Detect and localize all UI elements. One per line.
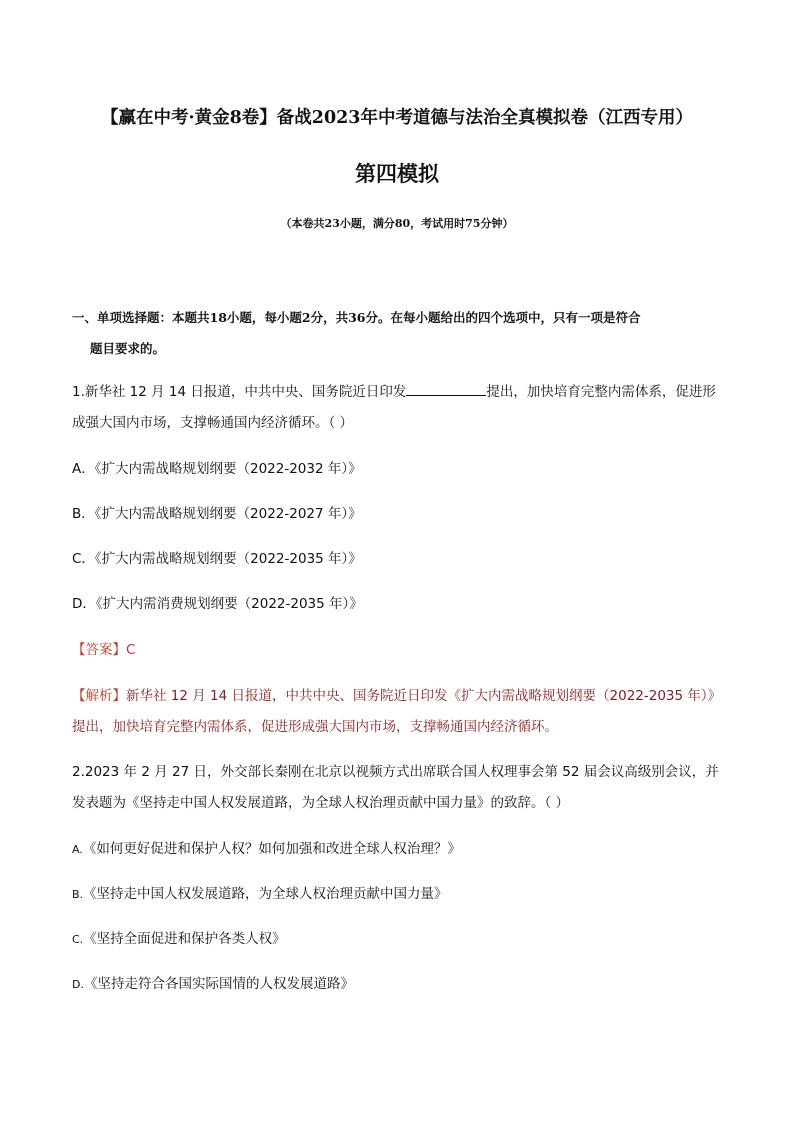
- q2-option-d-letter: D.: [72, 978, 84, 991]
- page-title: 【赢在中考·黄金8卷】备战2023年中考道德与法治全真模拟卷（江西专用）: [101, 108, 693, 128]
- q1-stem-after-blank: 提出，加快培育完整内需体系，促进形: [486, 384, 716, 400]
- q1-analysis-line1: [72, 684, 721, 704]
- q1-stem-line1: [72, 380, 716, 400]
- q2-option-b: [72, 882, 448, 902]
- q2-option-b-letter: B.: [72, 888, 84, 901]
- q2-option-b-text: 《坚持走中国人权发展道路，为全球人权治理贡献中国力量》: [83, 886, 448, 902]
- q1-option-a: A．《扩大内需战略规划纲要（2022-2032 年）》: [72, 461, 362, 477]
- q1-answer-label: 【答案】: [72, 642, 126, 658]
- q1-stem-line2: 成强大国内市场，支撑畅通国内经济循环。（ ）: [72, 415, 354, 431]
- section-heading-line2: 题目要求的。: [90, 341, 166, 356]
- q1-option-b: B．《扩大内需战略规划纲要（2022-2027 年）》: [72, 506, 362, 522]
- q1-analysis-text1: 新华社 12 月 14 日报道，中共中央、国务院近日印发《扩大内需战略规划纲要（2022-2035 年）》: [126, 688, 722, 704]
- q2-option-d-text: 《坚持走符合各国实际国情的人权发展道路》: [83, 976, 354, 992]
- q1-blank: [406, 383, 486, 396]
- q1-stem-before-blank: 1.新华社 12 月 14 日报道，中共中央、国务院近日印发: [72, 384, 407, 400]
- q2-option-c-text: 《坚持全面促进和保护各类人权》: [83, 931, 286, 947]
- exam-note: （本卷共23小题，满分80，考试用时75分钟）: [280, 217, 514, 230]
- q1-analysis-line2: 提出，加快培育完整内需体系，促进形成强大国内市场，支撑畅通国内经济循环。: [72, 719, 558, 735]
- q2-option-c: [72, 927, 286, 947]
- q2-option-a-text: 《如何更好促进和保护人权？如何加强和改进全球人权治理？》: [82, 841, 461, 857]
- q2-option-c-letter: C.: [72, 933, 84, 946]
- q1-analysis-label: 【解析】: [72, 688, 126, 704]
- q2-option-a: [72, 837, 461, 857]
- q1-answer: [72, 638, 135, 658]
- q2-option-a-letter: A.: [72, 843, 83, 856]
- section-heading-line1: 一、单项选择题：本题共18小题，每小题2分，共36分。在每小题给出的四个选项中，只有一项是符合: [72, 310, 641, 325]
- q1-option-c: C．《扩大内需战略规划纲要（2022-2035 年）》: [72, 551, 362, 567]
- q2-option-d: [72, 972, 354, 992]
- page-subtitle: 第四模拟: [355, 161, 439, 186]
- q2-stem-line1: 2.2023 年 2 月 27 日，外交部长秦刚在北京以视频方式出席联合国人权理事会第 52 届会议高级别会议，并: [72, 764, 719, 780]
- q1-answer-value: C: [126, 642, 136, 658]
- q2-stem-line2: 发表题为《坚持走中国人权发展道路，为全球人权治理贡献中国力量》的致辞。（ ）: [72, 795, 570, 811]
- q1-option-d: D．《扩大内需消费规划纲要（2022-2035 年）》: [72, 596, 363, 612]
- section-heading: [72, 302, 724, 364]
